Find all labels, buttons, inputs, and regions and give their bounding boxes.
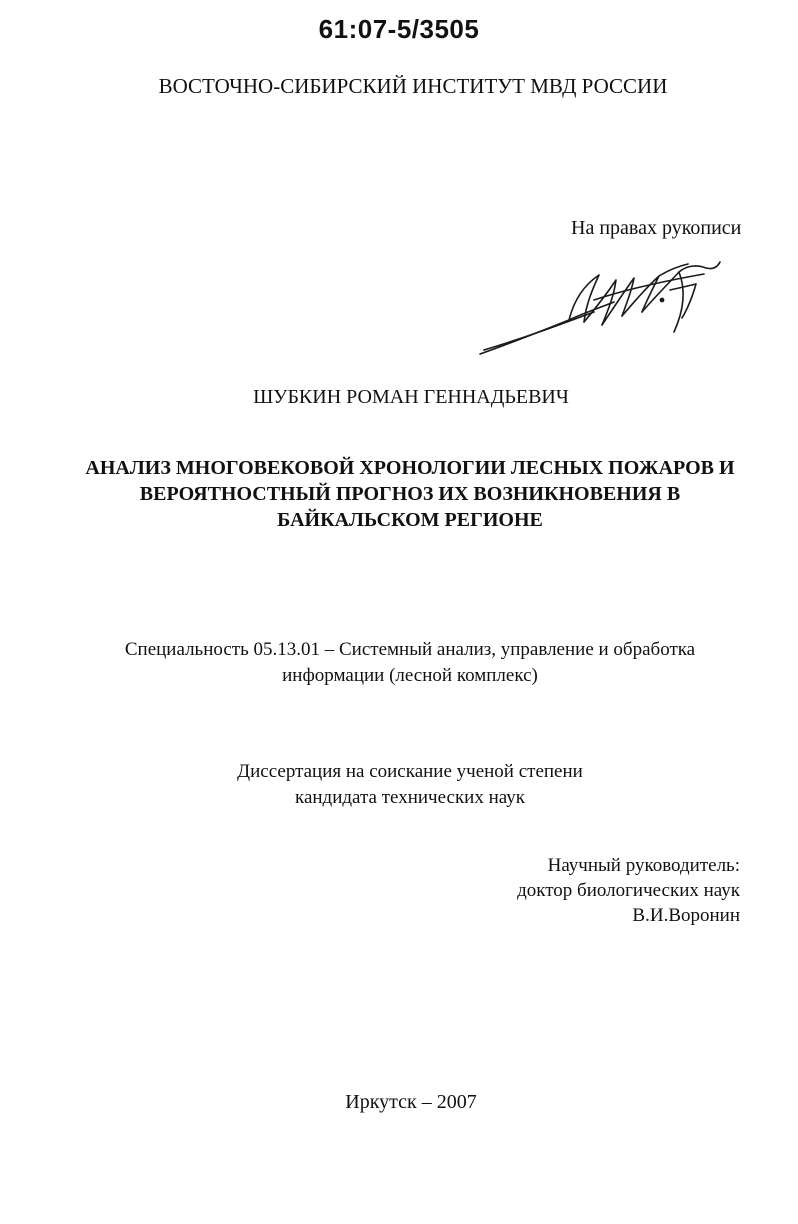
specialty-line: Специальность 05.13.01 – Системный анализ, управление и обработка (124, 639, 696, 660)
thesis-title-line: ВЕРОЯТНОСТНЫЙ ПРОГНОЗ ИХ ВОЗНИКНОВЕНИЯ В (139, 483, 681, 505)
supervisor-block (420, 853, 740, 928)
degree-statement (110, 759, 710, 811)
signature-stroke (659, 264, 688, 276)
specialty (60, 637, 760, 689)
supervisor-credentials: доктор биологических наук (517, 880, 740, 901)
handwritten-signature (474, 250, 734, 360)
signature-stroke (674, 272, 683, 332)
author-name: ШУБКИН РОМАН ГЕННАДЬЕВИЧ (253, 386, 569, 408)
signature-stroke (484, 312, 594, 350)
city-year: Иркутск – 2007 (345, 1091, 477, 1113)
thesis-title-line: БАЙКАЛЬСКОМ РЕГИОНЕ (277, 509, 543, 531)
degree-line: Диссертация на соискание ученой степени (237, 761, 583, 782)
degree-line: кандидата технических наук (295, 787, 525, 808)
thesis-title (40, 455, 780, 533)
catalog-number: 61:07-5/3505 (318, 14, 480, 44)
signature-stroke (602, 278, 634, 325)
signature-stroke (622, 276, 659, 316)
institute-name: ВОСТОЧНО-СИБИРСКИЙ ИНСТИТУТ МВД РОССИИ (158, 74, 668, 98)
signature-dot (660, 298, 663, 301)
supervisor-role: Научный руководитель: (547, 855, 740, 876)
supervisor-name: В.И.Воронин (632, 905, 740, 926)
rights-note: На правах рукописи (571, 217, 742, 239)
specialty-line: информации (лесной комплекс) (282, 665, 538, 686)
thesis-title-line: АНАЛИЗ МНОГОВЕКОВОЙ ХРОНОЛОГИИ ЛЕСНЫХ ПОЖАРОВ И (85, 457, 735, 479)
